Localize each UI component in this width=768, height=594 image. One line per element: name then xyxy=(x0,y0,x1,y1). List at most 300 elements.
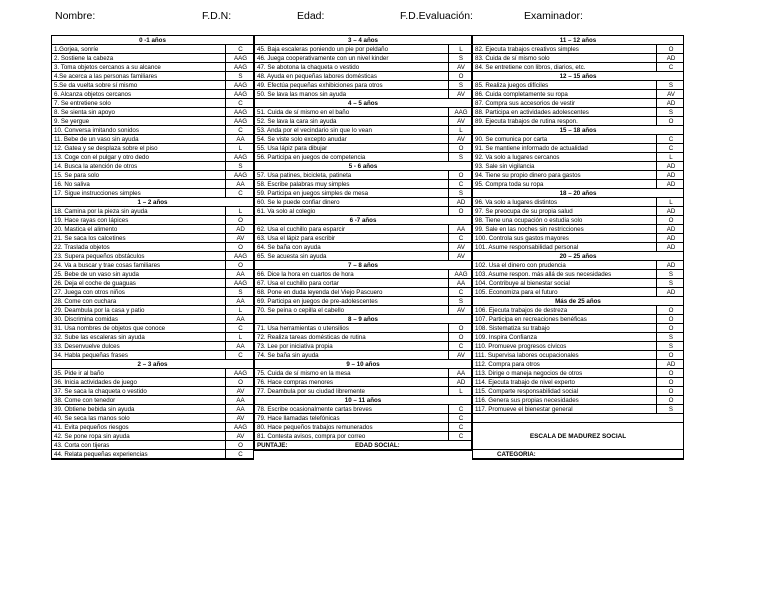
item-text: 96. Va solo a lugares distintos xyxy=(475,199,558,206)
item-text: 107. Participa en recreaciones benéficas xyxy=(475,316,587,323)
item-text: 66. Dice la hora en cuartos de hora xyxy=(257,271,354,278)
item-text: 48. Ayuda en pequeñas labores domésticas xyxy=(257,73,377,80)
item-text: 87. Compra sus accesorios de vestir xyxy=(475,100,576,107)
item-row xyxy=(473,198,683,207)
item-row xyxy=(255,288,471,297)
item-row xyxy=(52,270,253,279)
header-edad: Edad: xyxy=(297,10,325,22)
item-row xyxy=(255,81,471,90)
item-text: 116. Genera sus propias necesidades xyxy=(475,397,579,404)
item-area-code: AAG xyxy=(225,369,253,378)
item-text: 83. Cuida de sí mismo solo xyxy=(475,55,550,62)
item-area-code: AD xyxy=(656,225,683,234)
item-row xyxy=(52,396,253,405)
item-text: 63. Usa el lápiz para escribir xyxy=(257,235,336,242)
item-row xyxy=(473,288,683,297)
item-row xyxy=(473,162,683,171)
item-row xyxy=(52,225,253,234)
item-text: 43. Corta con tijeras xyxy=(54,442,110,449)
section-title: 3 – 4 años xyxy=(348,37,378,44)
item-area-code: C xyxy=(225,351,253,360)
footer-row xyxy=(473,450,683,459)
item-row xyxy=(473,378,683,387)
blank-row xyxy=(473,414,683,423)
item-area-code: AV xyxy=(448,90,471,99)
item-text: 53. Anda por el vecindario sin que lo vean xyxy=(257,127,372,134)
item-row xyxy=(52,315,253,324)
item-text: 12. Gatea y se desplaza sobre el piso xyxy=(54,145,158,152)
item-area-code: AV xyxy=(225,414,253,423)
section-title: 1 – 2 años xyxy=(137,199,168,206)
item-text: 33. Desenvuelve dulces xyxy=(54,343,120,350)
section-title: 6 -7 años xyxy=(349,217,377,224)
item-text: 14. Busca la atención de otros xyxy=(54,163,138,170)
item-text: 100. Controla sus gastos mayores xyxy=(475,235,569,242)
item-text: 74. Se baña sin ayuda xyxy=(257,352,319,359)
item-row xyxy=(52,378,253,387)
item-text: 97. Se preocupa de su propia salud xyxy=(475,208,573,215)
item-text: 17. Sigue instrucciones simples xyxy=(54,190,141,197)
item-area-code: C xyxy=(448,180,471,189)
item-area-code: O xyxy=(448,333,471,342)
item-area-code: AD xyxy=(656,99,683,108)
item-text: 106. Ejecuta trabajos de destreza xyxy=(475,307,568,314)
item-text: 99. Sale en las noches sin restricciones xyxy=(475,226,584,233)
item-area-code: L xyxy=(225,207,253,216)
item-text: 9. Se yergue xyxy=(54,118,90,125)
item-area-code: AAG xyxy=(225,153,253,162)
item-row xyxy=(52,450,253,459)
item-text: 88. Participa en actividades adolescentes xyxy=(475,109,589,116)
item-text: 113. Dirige o maneja negocios de otros xyxy=(475,370,583,377)
item-area-code: C xyxy=(448,432,471,441)
item-area-code: AV xyxy=(448,135,471,144)
item-row xyxy=(473,117,683,126)
item-area-code: AV xyxy=(448,351,471,360)
item-area-code: AAG xyxy=(225,108,253,117)
item-text: 46. Juega cooperativamente con un nivel kinder xyxy=(257,55,389,62)
item-row xyxy=(52,126,253,135)
item-area-code: AAG xyxy=(225,90,253,99)
item-row xyxy=(255,171,471,180)
header-examinador: Examinador: xyxy=(524,10,583,22)
item-text: 55. Usa lápiz para dibujar xyxy=(257,145,328,152)
item-text: 2. Sostiene la cabeza xyxy=(54,55,114,62)
item-text: 54. Se viste solo excepto anudar xyxy=(257,136,347,143)
item-row xyxy=(255,387,471,396)
item-row xyxy=(255,432,471,441)
item-text: 91. Se mantiene informado de actualidad xyxy=(475,145,588,152)
item-text: 41. Evita pequeños riesgos xyxy=(54,424,129,431)
section-header xyxy=(52,36,253,45)
item-area-code: C xyxy=(225,45,253,54)
item-text: 45. Baja escaleras poniendo un pie por peldaño xyxy=(257,46,389,53)
item-text: 65. Se acuesta sin ayuda xyxy=(257,253,327,260)
item-text: 24. Va a buscar y trae cosas familiares xyxy=(54,262,161,269)
header-nombre: Nombre: xyxy=(55,10,96,22)
item-text: 77. Deambula por su ciudad libremente xyxy=(257,388,366,395)
item-text: 93. Sale sin vigilancia xyxy=(475,163,535,170)
item-row xyxy=(473,360,683,369)
item-row xyxy=(52,333,253,342)
item-area-code: AA xyxy=(225,135,253,144)
item-area-code: C xyxy=(448,342,471,351)
item-row xyxy=(255,45,471,54)
item-area-code: S xyxy=(656,81,683,90)
item-row xyxy=(52,405,253,414)
item-text: 7. Se entretiene solo xyxy=(54,100,111,107)
item-row xyxy=(255,342,471,351)
item-text: 114. Ejecuta trabajo de nivel experto xyxy=(475,379,575,386)
item-row xyxy=(52,99,253,108)
item-row xyxy=(52,351,253,360)
item-row xyxy=(255,63,471,72)
header-fdn: F.D.N: xyxy=(202,10,232,22)
item-area-code: L xyxy=(225,144,253,153)
item-row xyxy=(255,54,471,63)
item-text: 101. Asume responsabilidad personal xyxy=(475,244,579,251)
item-row xyxy=(473,90,683,99)
item-text: 30. Discrimina comidas xyxy=(54,316,118,323)
item-row xyxy=(255,414,471,423)
item-text: 95. Compra toda su ropa xyxy=(475,181,544,188)
section-title: 20 – 25 años xyxy=(559,253,597,260)
item-text: 92. Va solo a lugares cercanos xyxy=(475,154,560,161)
item-row xyxy=(52,234,253,243)
item-text: 39. Obtiene bebida sin ayuda xyxy=(54,406,135,413)
item-area-code: O xyxy=(448,144,471,153)
item-area-code: AV xyxy=(225,387,253,396)
item-text: 78. Escribe ocasionalmente cartas breves xyxy=(257,406,372,413)
item-row xyxy=(52,297,253,306)
item-area-code: AV xyxy=(448,243,471,252)
item-row xyxy=(255,378,471,387)
item-text: 37. Se saca la chaqueta o vestido xyxy=(54,388,147,395)
item-row xyxy=(255,324,471,333)
item-row xyxy=(52,261,253,270)
item-text: 51. Cuida de sí mismo en el baño xyxy=(257,109,350,116)
item-row xyxy=(255,144,471,153)
section-header xyxy=(473,189,683,198)
item-area-code: S xyxy=(448,81,471,90)
item-area-code: S xyxy=(448,54,471,63)
section-title: 12 – 15 años xyxy=(559,73,597,80)
item-area-code: AD xyxy=(656,360,683,369)
item-row xyxy=(473,225,683,234)
item-row xyxy=(473,306,683,315)
item-area-code: AV xyxy=(225,234,253,243)
item-row xyxy=(52,369,253,378)
section-title: 4 – 5 años xyxy=(348,100,378,107)
item-area-code: L xyxy=(448,126,471,135)
item-row xyxy=(255,279,471,288)
item-text: 110. Promueve progresos cívicos xyxy=(475,343,567,350)
item-text: 89. Ejecuta trabajos de rutina respon. xyxy=(475,118,578,125)
item-area-code: O xyxy=(225,378,253,387)
section-header xyxy=(255,396,471,405)
item-text: 50. Se lava las manos sin ayuda xyxy=(257,91,347,98)
item-text: 28. Come con cuchara xyxy=(54,298,117,305)
item-text: 4.Se acerca a las personas familiares xyxy=(54,73,158,80)
item-area-code: S xyxy=(225,72,253,81)
item-area-code: C xyxy=(448,288,471,297)
item-area-code: L xyxy=(656,198,683,207)
item-row xyxy=(52,180,253,189)
item-area-code: C xyxy=(225,126,253,135)
item-text: 29. Deambula por la casa y patio xyxy=(54,307,145,314)
item-row xyxy=(255,423,471,432)
item-area-code: AA xyxy=(225,297,253,306)
item-area-code: O xyxy=(448,72,471,81)
item-text: 94. Tiene su propio dinero para gastos xyxy=(475,172,581,179)
item-row xyxy=(473,405,683,414)
item-row xyxy=(473,279,683,288)
item-row xyxy=(255,207,471,216)
section-header xyxy=(52,198,253,207)
item-area-code: AAG xyxy=(225,279,253,288)
item-text: 76. Hace compras menores xyxy=(257,379,334,386)
item-area-code: O xyxy=(656,306,683,315)
item-text: 105. Economiza para el futuro xyxy=(475,289,558,296)
item-row xyxy=(255,108,471,117)
item-text: 34. Habla pequeñas frases xyxy=(54,352,128,359)
item-area-code: O xyxy=(656,369,683,378)
item-row xyxy=(52,252,253,261)
item-area-code: AAG xyxy=(225,81,253,90)
section-title: 18 – 20 años xyxy=(559,190,597,197)
item-area-code: AA xyxy=(225,180,253,189)
item-row xyxy=(473,369,683,378)
item-area-code: AD xyxy=(448,378,471,387)
item-text: 44. Relata pequeñas experiencias xyxy=(54,451,148,458)
item-text: 56. Participa en juegos de competencia xyxy=(257,154,366,161)
item-row xyxy=(52,342,253,351)
item-row xyxy=(52,72,253,81)
item-row xyxy=(473,243,683,252)
item-row xyxy=(52,171,253,180)
item-area-code: AV xyxy=(225,432,253,441)
item-row xyxy=(473,153,683,162)
section-title: 7 – 8 años xyxy=(348,262,378,269)
item-area-code: O xyxy=(656,45,683,54)
item-area-code: AA xyxy=(225,342,253,351)
item-area-code: AD xyxy=(448,198,471,207)
item-text: 16. No saliva xyxy=(54,181,90,188)
item-area-code: L xyxy=(656,153,683,162)
item-text: 5.Se da vuelta sobre sí mismo xyxy=(54,82,138,89)
item-area-code: S xyxy=(656,270,683,279)
item-text: 58. Escribe palabras muy simples xyxy=(257,181,350,188)
item-text: 84. Se entretiene con libros, diarios, etc. xyxy=(475,64,586,71)
section-header xyxy=(255,162,471,171)
item-row xyxy=(473,81,683,90)
item-text: 35. Pide ir al baño xyxy=(54,370,104,377)
item-area-code: AA xyxy=(225,405,253,414)
item-row xyxy=(255,234,471,243)
item-row xyxy=(255,189,471,198)
item-row xyxy=(473,45,683,54)
item-row xyxy=(473,180,683,189)
section-header xyxy=(473,72,683,81)
item-area-code: C xyxy=(656,135,683,144)
footer-edad-social: EDAD SOCIAL: xyxy=(355,442,400,449)
item-area-code: AD xyxy=(656,162,683,171)
item-row xyxy=(52,324,253,333)
item-text: 73. Lee por iniciativa propia xyxy=(257,343,333,350)
item-row xyxy=(255,297,471,306)
item-text: 18. Camina por la pieza sin ayuda xyxy=(54,208,148,215)
item-text: 23. Supera pequeños obstáculos xyxy=(54,253,145,260)
item-text: 103. Asume respon. más allá de sus necesidades xyxy=(475,271,612,278)
item-row xyxy=(473,324,683,333)
item-area-code: O xyxy=(448,207,471,216)
item-text: 102. Usa el dinero con prudencia xyxy=(475,262,566,269)
item-text: 112. Compra para otros xyxy=(475,361,540,368)
footer-puntaje: PUNTAJE: xyxy=(257,442,288,449)
item-text: 71. Usa herramientas o utensilios xyxy=(257,325,349,332)
item-area-code: O xyxy=(656,351,683,360)
item-row xyxy=(473,387,683,396)
item-area-code: O xyxy=(225,243,253,252)
section-title: 11 – 12 años xyxy=(559,37,597,44)
item-text: 67. Usa el cuchillo para cortar xyxy=(257,280,339,287)
column-2 xyxy=(254,35,472,451)
section-title: 15 – 18 años xyxy=(559,127,597,134)
item-area-code: C xyxy=(656,63,683,72)
item-area-code: AA xyxy=(448,279,471,288)
item-row xyxy=(473,135,683,144)
section-title: 2 – 3 años xyxy=(137,361,168,368)
item-row xyxy=(52,117,253,126)
item-area-code: AD xyxy=(656,207,683,216)
section-title: Más de 25 años xyxy=(555,298,601,305)
item-text: 108. Sistematiza su trabajo xyxy=(475,325,550,332)
item-row xyxy=(255,333,471,342)
item-area-code: AD xyxy=(225,225,253,234)
item-text: 25. Bebe de un vaso sin ayuda xyxy=(54,271,139,278)
item-row xyxy=(473,171,683,180)
item-area-code: S xyxy=(656,333,683,342)
item-text: 81. Contesta avisos, compra por correo xyxy=(257,433,366,440)
item-row xyxy=(52,306,253,315)
item-row xyxy=(255,405,471,414)
item-area-code: AA xyxy=(225,315,253,324)
item-row xyxy=(52,90,253,99)
item-row xyxy=(255,135,471,144)
item-text: 70. Se peina o cepilla el cabello xyxy=(257,307,345,314)
item-area-code: S xyxy=(656,108,683,117)
item-text: 109. Inspira Confianza xyxy=(475,334,537,341)
item-row xyxy=(473,63,683,72)
item-area-code: L xyxy=(448,387,471,396)
item-text: 26. Deja el coche de guaguas xyxy=(54,280,136,287)
item-text: 21. Se saca los calcetines xyxy=(54,235,126,242)
item-text: 27. Juega con otros niños xyxy=(54,289,125,296)
item-row xyxy=(473,342,683,351)
item-row xyxy=(255,180,471,189)
item-text: 80. Hace pequeños trabajos remunerados xyxy=(257,424,373,431)
item-text: 111. Supervisa labores ocupacionales xyxy=(475,352,579,359)
section-header xyxy=(255,315,471,324)
item-row xyxy=(52,45,253,54)
item-area-code: L xyxy=(225,333,253,342)
footer-categoria: CATEGORIA: xyxy=(497,451,536,458)
item-row xyxy=(52,432,253,441)
item-area-code: O xyxy=(656,117,683,126)
item-text: 98. Tiene una ocupación o estudia solo xyxy=(475,217,583,224)
item-row xyxy=(52,441,253,450)
item-area-code: O xyxy=(656,216,683,225)
item-area-code: AD xyxy=(656,288,683,297)
item-text: 47. Se abotona la chaqueta o vestido xyxy=(257,64,360,71)
item-text: 85. Realiza juegos difíciles xyxy=(475,82,549,89)
item-area-code: AD xyxy=(656,171,683,180)
section-header xyxy=(473,252,683,261)
item-area-code: AV xyxy=(448,117,471,126)
item-area-code: C xyxy=(448,414,471,423)
item-area-code: O xyxy=(656,315,683,324)
item-row xyxy=(52,216,253,225)
item-row xyxy=(255,252,471,261)
section-header xyxy=(52,360,253,369)
item-text: 8. Se sienta sin apoyo xyxy=(54,109,115,116)
item-row xyxy=(255,369,471,378)
item-row xyxy=(473,54,683,63)
item-area-code: AD xyxy=(656,234,683,243)
item-text: 60. Se le puede confiar dinero xyxy=(257,199,340,206)
item-area-code: AD xyxy=(656,54,683,63)
item-text: 59. Participa en juegos simples de mesa xyxy=(257,190,369,197)
item-area-code: C xyxy=(225,450,253,459)
item-text: 49. Efectúa pequeñas exhibiciones para otros xyxy=(257,82,383,89)
column-3 xyxy=(472,35,684,460)
item-row xyxy=(255,126,471,135)
item-area-code: AV xyxy=(656,90,683,99)
item-area-code: AAG xyxy=(225,117,253,126)
item-area-code: AA xyxy=(448,225,471,234)
item-area-code: O xyxy=(656,387,683,396)
scale-title: ESCALA DE MADUREZ SOCIAL xyxy=(473,423,683,450)
item-area-code: C xyxy=(225,99,253,108)
section-title: 9 – 10 años xyxy=(346,361,380,368)
item-text: 11. Bebe de un vaso sin ayuda xyxy=(54,136,139,143)
item-row xyxy=(473,234,683,243)
item-text: 115. Comparte responsabilidad social xyxy=(475,388,579,395)
item-text: 57. Usa patines, bicicleta, patineta xyxy=(257,172,352,179)
section-header xyxy=(255,261,471,270)
item-row xyxy=(255,270,471,279)
item-row xyxy=(255,306,471,315)
item-text: 40. Se seca las manos solo xyxy=(54,415,130,422)
item-area-code: C xyxy=(448,234,471,243)
item-area-code: O xyxy=(225,216,253,225)
column-1 xyxy=(51,35,254,460)
item-row xyxy=(473,108,683,117)
section-title: 10 – 11 años xyxy=(344,397,382,404)
item-text: 22. Traslada objetos xyxy=(54,244,110,251)
item-area-code: AD xyxy=(656,243,683,252)
item-row xyxy=(52,162,253,171)
item-row xyxy=(52,288,253,297)
item-text: 3. Toma objetos cercanos a su alcance xyxy=(54,64,161,71)
item-area-code: AA xyxy=(225,396,253,405)
section-title: 8 – 9 años xyxy=(348,316,378,323)
item-text: 10. Conversa imitando sonidos xyxy=(54,127,139,134)
item-row xyxy=(52,153,253,162)
item-area-code: O xyxy=(225,441,253,450)
item-text: 20. Mastica el alimento xyxy=(54,226,118,233)
item-text: 15. Se para solo xyxy=(54,172,100,179)
